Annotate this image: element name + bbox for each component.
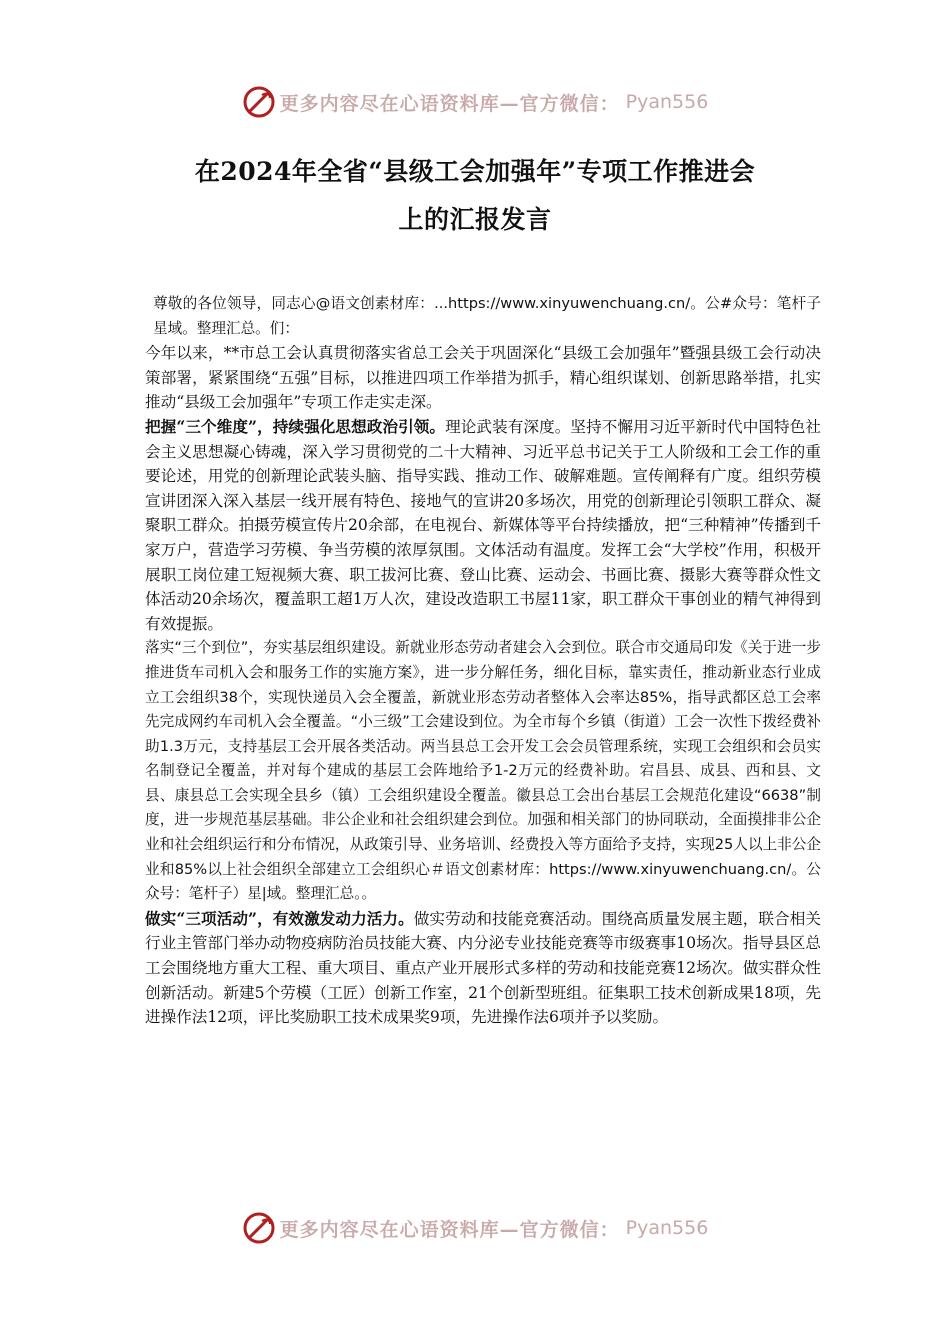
section-2-paragraph: 落实“三个到位”，夯实基层组织建设。新就业形态劳动者建会入会到位。联合市交通局印发《关于进一步推进货车司机入会和服务工作的实施方案》，进一步分解任务，细化目标，靠实责任，推动新业态行业成立工会组织38个，实现快递员入会全覆盖，新就业形态劳动者整体入会率达85%，指导武都区总工会率先完成网约车司机入会全覆盖。“小三级”工会建设到位。为全市每个乡镇（街道）工会一次性下拨经费补助1.3万元，支持基层工会开展各类活动。两当县总工会开发工会会员管理系统，实现工会组织和会员实名制登记全覆盖，并对每个建成的基层工会阵地给予1-2万元的经费补助。宕昌县、成县、西和县、文县、康县总工会实现全县乡（镇）工会组织建设全覆盖。徽县总工会出台基层工会规范化建设“6638”制度，进一步规范基层基础。非公企业和社会组织建会到位。加强和相关部门的协同联动，全面摸排非公企业和社会组织运行和分布情况，从政策引导、业务培训、经费投入等方面给予支持，实现25人以上非公企业和85%以上社会组织全部建立工会组织心＃语文创素材库：https://www.xinyuwenchuang.cn/。公众号：笔杆子）星|域。整理汇总。。 [145, 639, 821, 903]
section-1-lead: 把握“三个维度”，持续强化思想政治引领。 [145, 416, 446, 436]
footer-banner [0, 1208, 950, 1248]
section-3-body: 做实劳动和技能竞赛活动。围绕高质量发展主题，联合相关行业主管部门举办动物疫病防治员技能大赛、内分泌专业技能竞赛等市级赛事10场次。指导县区总工会围绕地方重大工程、重大项目、重点产业开展形式多样的劳动和技能竞赛12场次。做实群众性创新活动。新建5个劳模（工匠）创新工作室，21个创新型班组。征集职工技术创新成果18项，先进操作法12项，评比奖励职工技术成果奖9项，先进操作法6项并予以奖励。 [145, 909, 821, 1027]
document-body [145, 292, 821, 1030]
section-3-lead: 做实“三项活动”，有效激发动力活力。 [145, 908, 414, 928]
title-line-1: 在2024年全省“县级工会加强年”专项工作推进会 [194, 157, 756, 186]
section-1-paragraph [145, 415, 821, 636]
greeting-paragraph: 尊敬的各位领导，同志心@语文创素材库：...https://www.xinyuwenchuang.cn/。公#众号：笔杆子星域。整理汇总。们： [153, 295, 821, 337]
banner-wechat-id: Pyan556 [625, 91, 709, 113]
header-banner [0, 82, 950, 122]
brush-logo-icon [242, 85, 276, 119]
banner-text: 更多内容尽在心语资料库—官方微信： [279, 92, 620, 115]
banner-wechat-id: Pyan556 [625, 1217, 709, 1239]
title-line-2: 上的汇报发言 [398, 205, 552, 234]
document-title [120, 148, 830, 244]
brush-logo-icon [242, 1211, 276, 1245]
intro-paragraph: 今年以来，**市总工会认真贯彻落实省总工会关于巩固深化“县级工会加强年”暨强县级工会行动决策部署，紧紧围绕“五强”目标，以推进四项工作举措为抓手，精心组织谋划、创新思路举措，扎实推动“县级工会加强年”专项工作走实走深。 [145, 344, 821, 412]
section-3-paragraph [145, 907, 821, 1030]
section-1-body: 理论武装有深度。坚持不懈用习近平新时代中国特色社会主义思想凝心铸魂，深入学习贯彻党的二十大精神、习近平总书记关于工人阶级和工会工作的重要论述，用党的创新理论武装头脑、指导实践、推动工作、破解难题。宣传阐释有广度。组织劳模宣讲团深入深入基层一线开展有特色、接地气的宣讲20多场次，用党的创新理论引领职工群众、凝聚职工群众。拍摄劳模宣传片20余部，在电视台、新媒体等平台持续播放，把“三种精神”传播到千家万户，营造学习劳模、争当劳模的浓厚氛围。文体活动有温度。发挥工会“大学校”作用，积极开展职工岗位建工短视频大赛、职工拔河比赛、登山比赛、运动会、书画比赛、摄影大赛等群众性文体活动20余场次，覆盖职工超1万人次，建设改造职工书屋11家，职工群众干事创业的精气神得到有效提振。 [145, 417, 821, 633]
banner-text: 更多内容尽在心语资料库—官方微信： [279, 1218, 620, 1241]
